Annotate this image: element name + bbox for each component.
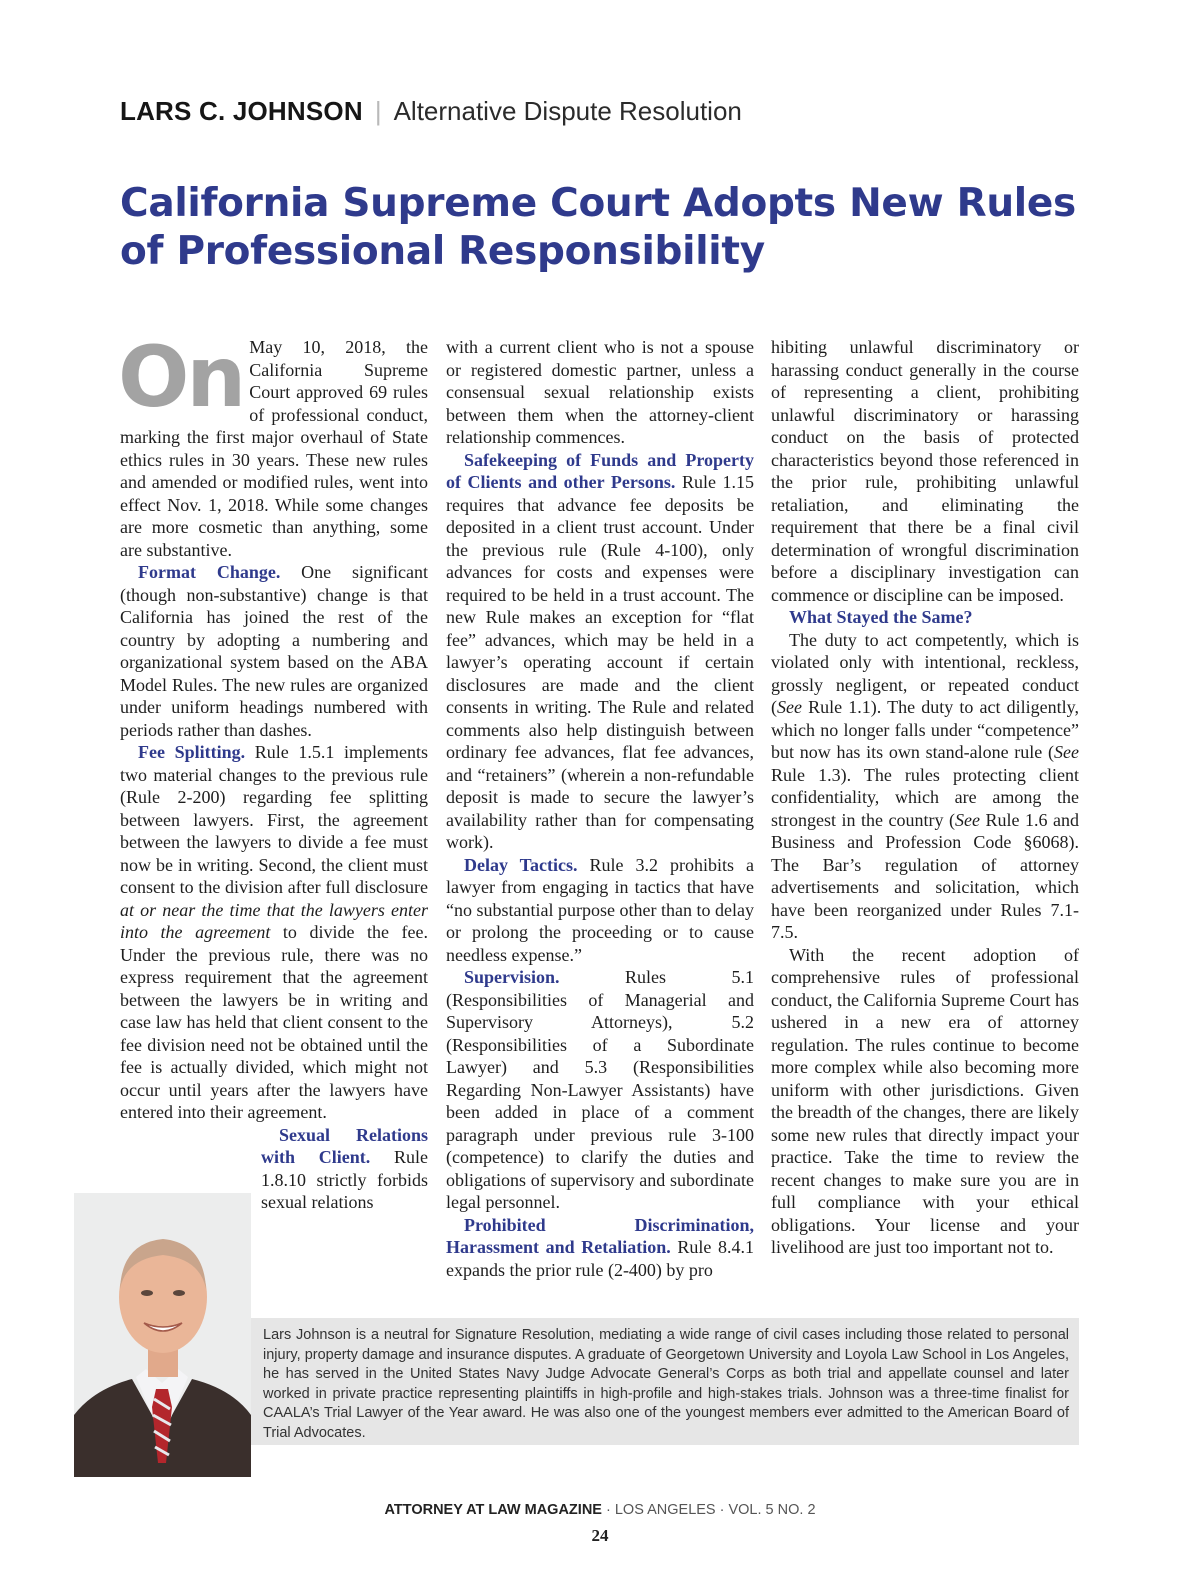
author-portrait-icon <box>74 1193 251 1477</box>
delay-paragraph <box>446 854 754 967</box>
discrimination-paragraph <box>446 1214 754 1282</box>
article-header <box>120 94 742 128</box>
format-text: One significant (though non-substantive) change is that California has joined the rest of the country by adopting a numbering and organizational system based on the ABA Model Rules. The new rules are organized under uniform headings numbered with periods rather than dashes. <box>120 562 428 740</box>
issue-details: · LOS ANGELES · VOL. 5 NO. 2 <box>601 1502 816 1518</box>
same-text-3: Rule 1.3). The rules protecting client confidentiality, which are among the strongest in the country ( <box>771 764 1079 830</box>
supervision-paragraph <box>446 966 754 1214</box>
author-name: LARS C. JOHNSON <box>120 96 363 126</box>
column-1 <box>118 328 429 1239</box>
fee-subhead: Fee Splitting. <box>138 742 246 762</box>
same-text-1: The duty to act competently, which is violated only with intentional, reckless, grossly negligent, or repeated conduct ( <box>771 629 1079 717</box>
supervision-subhead: Supervision. <box>464 967 560 987</box>
see-italic-3: See <box>955 809 980 830</box>
same-subhead: What Stayed the Same? <box>789 607 973 627</box>
author-bio: Lars Johnson is a neutral for Signature Resolution, mediating a wide range of civil cases including those related to personal injury, property damage and insurance disputes. A graduate of Georgetown University and Loyola Law School in Los Angeles, he has served in the United States Navy Judge Advocate General’s Corps as both trial and appellate counsel and later worked in private practice representing plaintiffs in high-profile and high-stakes trials. Johnson was a three-time finalist for CAALA’s Trial Lawyer of the Year award. He was also one of the youngest members ever admitted to the American Board of Trial Advocates. <box>251 1318 1079 1445</box>
funds-text: Rule 1.15 requires that advance fee deposits be deposited in a client trust account. Under the previous rule (Rule 4-100), only advances for costs and expenses were required to be held in a trust account. The new Rule makes an exception for “flat fee” advances, which may be held in a lawyer’s operating account if certain disclosures are made and the client consents in writing. The Rule and related comments also help distinguish between ordinary fee advances, flat fee advances, and “retainers” (wherein a non-refundable deposit is made to secure the lawyer’s availability rather than for compensating work). <box>446 472 754 852</box>
see-italic-1: See <box>777 697 802 717</box>
discrimination-subhead: Prohibited Discrimination, Harassment and Retaliation. <box>446 1214 754 1257</box>
sexual-paragraph-continued: with a current client who is not a spouse or registered domestic partner, unless a consensual sexual relationship exists between them when the attorney-client relationship commences. <box>446 337 754 447</box>
page-number: 24 <box>591 1526 609 1545</box>
article-title: California Supreme Court Adopts New Rules of Professional Responsibility <box>120 181 1076 274</box>
delay-subhead: Delay Tactics. <box>464 854 578 875</box>
sexual-subhead: Sexual Relations with Client. <box>261 1124 428 1167</box>
column-3 <box>771 336 1079 1259</box>
intro-paragraph <box>118 328 428 561</box>
fee-paragraph <box>120 741 428 1124</box>
section-name: Alternative Dispute Resolution <box>393 96 742 126</box>
discrimination-text-1: Rule 8.4.1 expands the prior rule (2-400) by pro <box>446 1237 754 1280</box>
funds-paragraph <box>446 449 754 854</box>
intro-text: May 10, 2018, the California Supreme Court approved 69 rules of professional conduct, marking the first major overhaul of State ethics rules in 30 years. These new rules and amended or modified rules, went into effect Nov. 1, 2018. While some changes are more cosmetic than anything, some are substantive. <box>120 337 428 560</box>
drop-cap: On <box>118 328 244 426</box>
funds-subhead: Safekeeping of Funds and Property of Clients and other Persons. <box>446 449 754 492</box>
magazine-name: ATTORNEY AT LAW MAGAZINE <box>384 1502 602 1518</box>
delay-text: Rule 3.2 prohibits a lawyer from engaging in tactics that have “no substantial purpose other than to delay or prolong the proceeding or to cause needless expense.” <box>446 854 754 965</box>
same-subhead-line <box>771 606 1079 629</box>
author-photo <box>74 1193 251 1477</box>
fee-text-2: to divide the fee. Under the previous rule, there was no express requirement that the agreement between the lawyers be in writing and case law has held that client consent to the fee division need not be obtained until the fee is actually divided, which might not occur until years after the lawyers have entered into their agreement. <box>120 922 428 1122</box>
same-text-2: Rule 1.1). The duty to act diligently, which no longer falls under “competence” but now has its own stand-alone rule ( <box>771 697 1079 762</box>
same-paragraph <box>771 629 1079 944</box>
header-separator: | <box>374 96 382 126</box>
format-paragraph <box>120 561 428 741</box>
same-text-4: Rule 1.6 and Business and Profession Code §6068). The Bar’s regulation of attorney advertisements and solicitation, which have been reorganized under Rules 7.1-7.5. <box>771 809 1079 942</box>
sexual-text-1: Rule 1.8.10 strictly forbids sexual relations <box>261 1147 428 1212</box>
page-footer <box>0 1502 1200 1518</box>
see-italic-2: See <box>1054 742 1079 762</box>
column-2 <box>446 336 754 1281</box>
fee-italic-text: at or near the time that the lawyers enter into the agreement <box>120 899 428 942</box>
fee-text-1: Rule 1.5.1 implements two material changes to the previous rule (Rule 2-200) regarding fee splitting between lawyers. First, the agreement between the lawyers to divide a fee must now be in writing. Second, the client must consent to the division after full disclosure <box>120 742 429 897</box>
format-subhead: Format Change. <box>138 562 281 582</box>
supervision-text: Rules 5.1 (Responsibilities of Managerial and Supervisory Attorneys), 5.2 (Responsibilities of a Subordinate Lawyer) and 5.3 (Responsibilities Regarding Non-Lawyer Assistants) have been added in place of a comment paragraph under previous rule 3-100 (competence) to clarify the duties and obligations of supervisory and subordinate legal personnel. <box>446 967 754 1212</box>
discrimination-paragraph-continued: hibiting unlawful discriminatory or harassing conduct generally in the course of representing a client, prohibiting unlawful discriminatory or harassing conduct on the basis of protected characteristics beyond those referenced in the prior rule, prohibiting unlawful retaliation, and eliminating the requirement that there be a final civil determination of wrongful discrimination before a disciplinary investigation can commence or discipline can be imposed. <box>771 337 1079 605</box>
closing-paragraph: With the recent adoption of comprehensive rules of professional conduct, the California Supreme Court has ushered in a new era of attorney regulation. The rules continue to become more complex while also becoming more uniform with other jurisdictions. Given the breadth of the changes, there are likely some new rules that directly impact your practice. Take the time to review the recent changes to make sure you are in full compliance with your ethical obligations. Your license and your livelihood are just too important not to. <box>771 944 1079 1257</box>
